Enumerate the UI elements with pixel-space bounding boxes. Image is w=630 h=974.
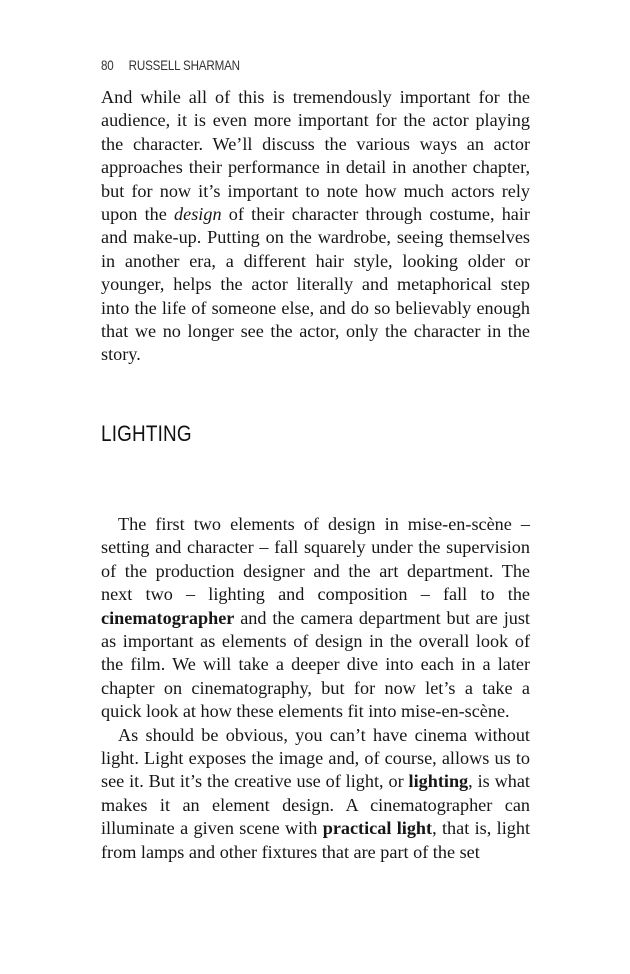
paragraph: As should be obvious, you can’t have cinema without light. Light exposes the image and, of course, allows us to see it. But it’s the creative use of light, or lighting, is what makes it an element design. A cinematographer can illuminate a given scene with practical light, that is, light from lamps and other fixtures that are part of the set	[101, 724, 531, 862]
page-number: 80	[101, 58, 114, 73]
emphasis-design: design	[174, 204, 222, 225]
body-text-top	[101, 86, 530, 367]
running-head	[101, 58, 240, 73]
key-term-lighting: lighting	[408, 771, 469, 792]
paragraph: And while all of this is tremendously important for the audience, it is even more important for the actor playing the character. We’ll discuss the various ways an actor approaches their performance in detail in another chapter, but for now it’s important to note how much actors rely upon the design of their character through costume, hair and make-up. Putting on the wardrobe, seeing themselves in another era, a different hair style, looking older or younger, helps the actor literally and metaphorical step into the life of someone else, and do so believably enough that we no longer see the actor, only the character in the story.	[101, 87, 530, 365]
paragraph: The first two elements of design in mise-en-scène – setting and character – fall squarely under the supervision of the production designer and the art department. The next two – lighting and composition – fall to the cinematographer and the camera department but are just as important as elements of design in the overall look of the film. We will take a deeper dive into each in a later chapter on cinematography, but for now let’s a take a quick look at how these elements fit into mise-en-scène.	[101, 514, 530, 722]
body-text-section	[101, 513, 530, 864]
key-term-cinematographer: cinematographer	[101, 607, 235, 628]
section-heading: LIGHTING	[101, 421, 192, 446]
author-name: RUSSELL SHARMAN	[128, 58, 240, 73]
key-term-practical-light: practical light	[322, 818, 433, 839]
